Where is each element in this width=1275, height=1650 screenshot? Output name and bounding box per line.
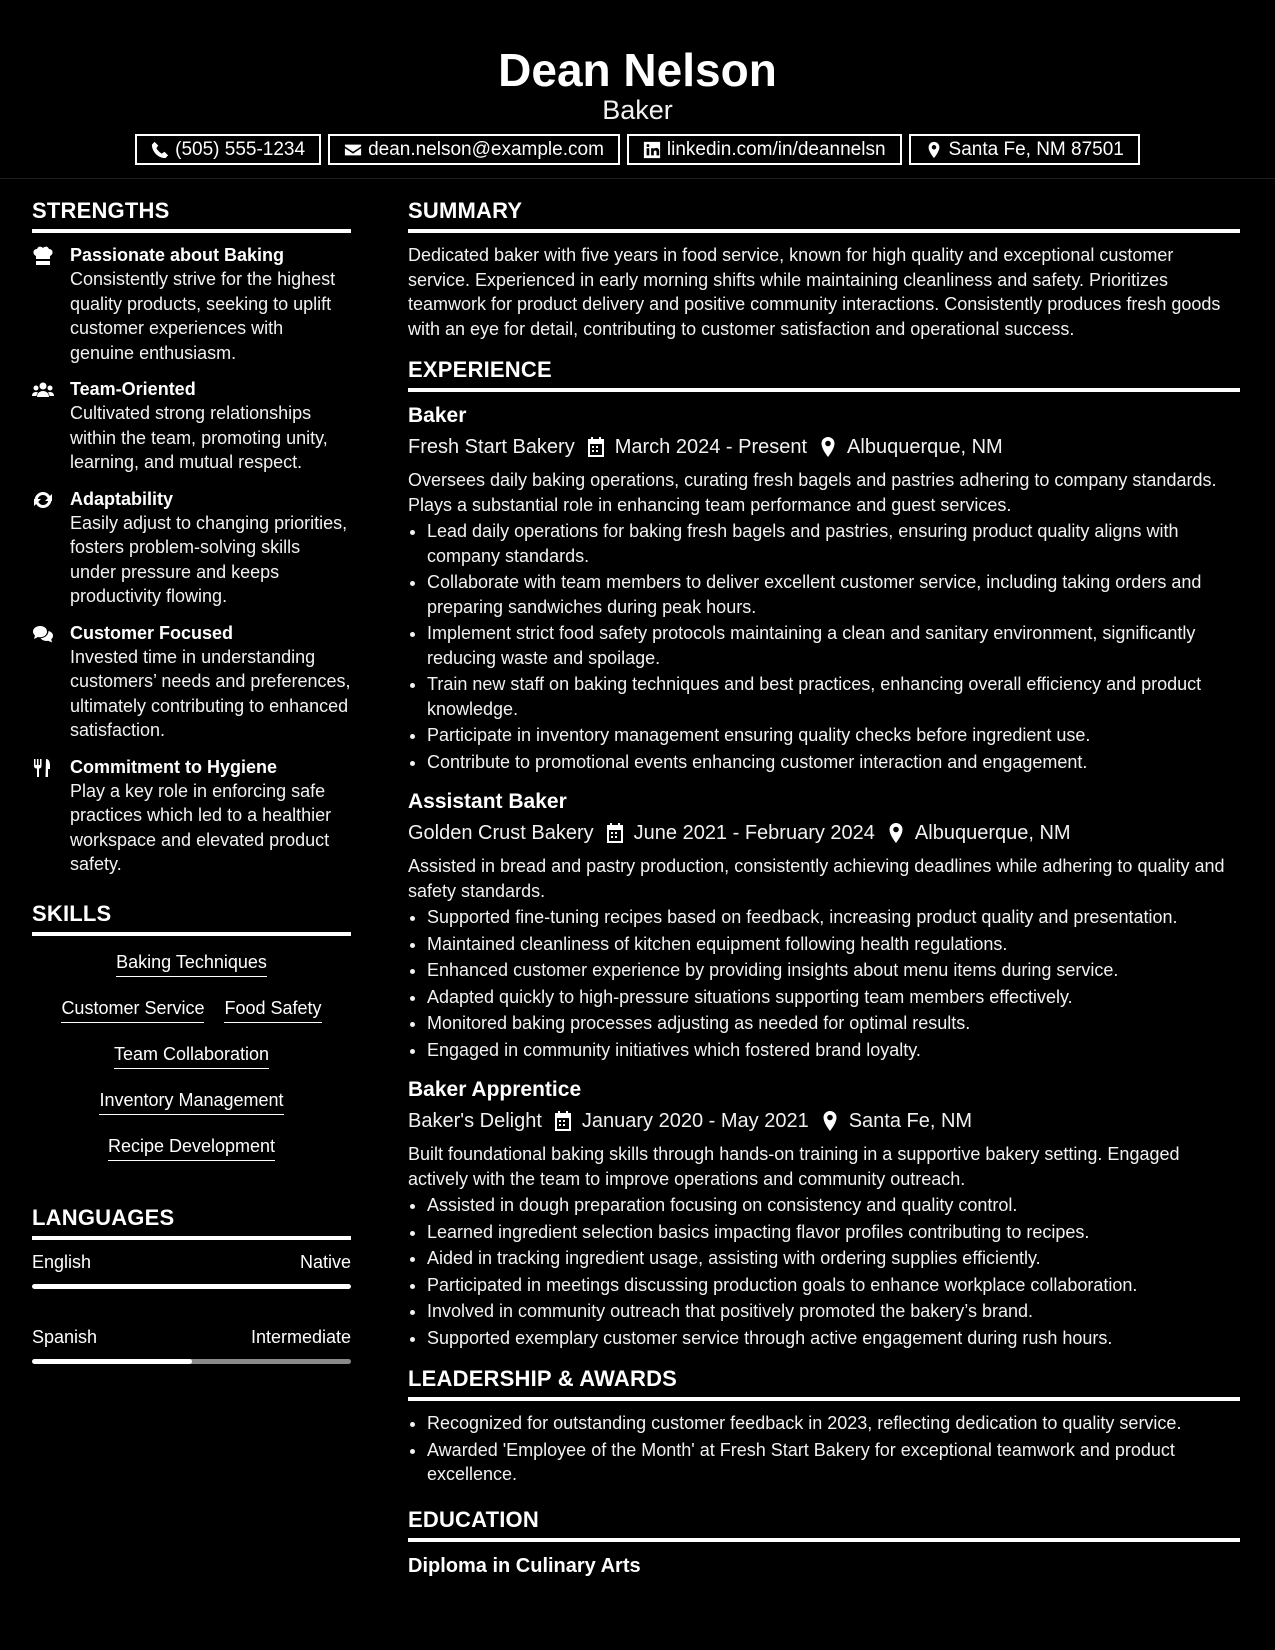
language-bar: [32, 1359, 351, 1364]
calendar-icon: [554, 1111, 572, 1131]
job-description: Oversees daily baking operations, curating fresh bagels and pastries adhering to company standards. Plays a substantial role in enhancing team performance and guest services.: [408, 470, 1217, 515]
job-meta: [408, 432, 1240, 462]
linkedin-icon: [643, 141, 661, 159]
language-bar: [32, 1284, 351, 1289]
contact-linkedin[interactable]: [627, 134, 902, 165]
skill-tag: Team Collaboration: [114, 1042, 269, 1069]
strength-item: [32, 487, 351, 609]
job-bullet: • Aided in tracking ingredient usage, assisting with ordering supplies efficiently.: [427, 1246, 1240, 1271]
job-bullets: [408, 905, 1240, 1062]
job-title: Baker Apprentice: [408, 1078, 582, 1101]
left-column: [32, 196, 351, 1400]
strength-desc: Consistently strive for the highest quality products, seeking to uplift customer experiences with genuine enthusiasm.: [70, 269, 336, 363]
skill-tag: Baking Techniques: [116, 950, 267, 977]
skill-tag: Customer Service: [61, 996, 204, 1023]
map-pin-icon: [925, 141, 943, 159]
calendar-icon: [587, 437, 605, 457]
strength-title: Adaptability: [70, 488, 174, 509]
job-bullet: • Lead daily operations for baking fresh bagels and pastries, ensuring product quality aligns with company standards.: [427, 519, 1240, 568]
job-bullet: • Enhanced customer experience by providing insights about menu items during service.: [427, 958, 1240, 983]
job-location: Santa Fe, NM: [848, 1110, 973, 1132]
job-meta: [408, 818, 1240, 848]
strength-item: [32, 755, 351, 877]
map-pin-icon: [819, 437, 837, 457]
job-description: Assisted in bread and pastry production, consistently achieving deadlines while adhering to quality and safety standards.: [408, 856, 1225, 901]
strength-item: [32, 377, 351, 475]
job-dates: March 2024 - Present: [614, 436, 808, 458]
strength-title: Customer Focused: [70, 622, 234, 643]
strength-item: [32, 243, 351, 365]
job-dates: June 2021 - February 2024: [633, 822, 875, 844]
contact-location[interactable]: [909, 134, 1140, 165]
strength-title: Team-Oriented: [70, 379, 196, 399]
language-name: Spanish: [32, 1326, 98, 1347]
summary-heading: SUMMARY: [408, 196, 1240, 233]
strength-title: Commitment to Hygiene: [70, 756, 278, 777]
strengths-heading: STRENGTHS: [32, 196, 351, 233]
job-bullet: • Supported fine-tuning recipes based on feedback, increasing product quality and presentation.: [427, 905, 1240, 930]
job-company: Golden Crust Bakery: [408, 822, 594, 844]
job-bullets: [408, 1193, 1240, 1350]
skill-tag: Inventory Management: [99, 1088, 283, 1115]
contact-location-text: Santa Fe, NM 87501: [948, 138, 1124, 160]
award-item: • Recognized for outstanding customer feedback in 2023, reflecting dedication to quality service.: [427, 1411, 1240, 1436]
job-bullet: • Participate in inventory management ensuring quality checks before ingredient use.: [427, 723, 1240, 748]
contact-linkedin-text: linkedin.com/in/deannelsn: [666, 138, 886, 160]
envelope-icon: [344, 141, 362, 159]
language-level: Intermediate: [250, 1326, 351, 1347]
calendar-icon: [606, 823, 624, 843]
users-icon: [32, 380, 54, 400]
job-bullet: • Maintained cleanliness of kitchen equipment following health regulations.: [427, 932, 1240, 957]
contact-email-text: dean.nelson@example.com: [368, 138, 604, 160]
job-bullet: • Implement strict food safety protocols maintaining a clean and sanitary environment, significantly reducing waste and spoilage.: [427, 621, 1240, 670]
strength-desc: Easily adjust to changing priorities, fosters problem-solving skills under pressure and keeps productivity flowing.: [70, 512, 348, 606]
strength-title: Passionate about Baking: [70, 245, 285, 265]
job-meta: [408, 1106, 1240, 1136]
job-bullet: • Train new staff on baking techniques and best practices, enhancing overall efficiency and product knowledge.: [427, 672, 1240, 721]
contact-bar: [0, 134, 1275, 165]
contact-email[interactable]: [328, 134, 620, 165]
language-item: [32, 1250, 351, 1289]
candidate-title: Baker: [602, 95, 673, 125]
job-entry: [408, 1076, 1240, 1350]
education-heading: EDUCATION: [408, 1505, 1240, 1542]
job-bullet: • Involved in community outreach that positively promoted the bakery’s brand.: [427, 1299, 1240, 1324]
job-bullets: [408, 519, 1240, 774]
job-entry: [408, 788, 1240, 1062]
language-name: English: [32, 1251, 92, 1272]
language-level: Native: [299, 1251, 351, 1272]
job-bullet: • Engaged in community initiatives which fostered brand loyalty.: [427, 1038, 1240, 1063]
skills-list: [32, 946, 351, 1161]
language-bar-fill: [32, 1284, 351, 1289]
strength-desc: Play a key role in enforcing safe practices which led to a healthier workspace and elevated product safety.: [70, 780, 332, 874]
candidate-name: Dean Nelson: [498, 44, 777, 96]
job-bullet: • Supported exemplary customer service through active engagement during rush hours.: [427, 1326, 1240, 1351]
education-degree: Diploma in Culinary Arts: [408, 1554, 641, 1577]
job-entry: [408, 402, 1240, 774]
map-pin-icon: [887, 823, 905, 843]
experience-list: [408, 402, 1240, 1350]
job-bullet: • Learned ingredient selection basics impacting flavor profiles contributing to recipes.: [427, 1220, 1240, 1245]
right-column: [408, 196, 1240, 1580]
job-company: Baker's Delight: [408, 1110, 542, 1132]
language-bar-fill: [32, 1359, 192, 1364]
job-bullet: • Assisted in dough preparation focusing on consistency and quality control.: [427, 1193, 1240, 1218]
job-title: Baker: [408, 404, 467, 427]
job-bullet: • Monitored baking processes adjusting as needed for optimal results.: [427, 1011, 1240, 1036]
strength-item: [32, 621, 351, 743]
resume-header: [0, 0, 1275, 179]
contact-phone-text: (505) 555-1234: [175, 138, 306, 160]
job-title: Assistant Baker: [408, 790, 567, 813]
job-bullet: • Adapted quickly to high-pressure situations supporting team members effectively.: [427, 985, 1240, 1010]
languages-list: [32, 1250, 351, 1364]
job-location: Albuquerque, NM: [914, 822, 1071, 844]
phone-icon: [151, 141, 169, 159]
chef-hat-icon: [32, 246, 54, 266]
skill-tag: Food Safety: [224, 996, 321, 1023]
skills-heading: SKILLS: [32, 899, 351, 936]
job-bullet: • Contribute to promotional events enhancing customer interaction and engagement.: [427, 750, 1240, 775]
utensils-icon: [32, 758, 54, 778]
job-company: Fresh Start Bakery: [408, 436, 575, 458]
map-pin-icon: [821, 1111, 839, 1131]
contact-phone[interactable]: [135, 134, 321, 165]
strength-desc: Cultivated strong relationships within the team, promoting unity, learning, and mutual respect.: [70, 403, 328, 472]
job-location: Albuquerque, NM: [847, 436, 1003, 458]
sync-icon: [32, 490, 54, 510]
job-bullet: • Participated in meetings discussing production goals to enhance workplace collaboration.: [427, 1273, 1240, 1298]
job-dates: January 2020 - May 2021: [581, 1110, 809, 1132]
summary-text: Dedicated baker with five years in food service, known for high quality and exceptional customer service. Experienced in early morning shifts while maintaining cleanliness and safety. Prioritizes teamwork for product delivery and positive community interactions. Consistently produces fresh goods with an eye for detail, contributing to customer satisfaction and operational success.: [408, 245, 1221, 339]
experience-heading: EXPERIENCE: [408, 355, 1240, 392]
job-description: Built foundational baking skills through hands-on training in a supportive bakery setting. Engaged actively with the team to improve operations and community outreach.: [408, 1144, 1180, 1189]
award-item: • Awarded 'Employee of the Month' at Fresh Start Bakery for exceptional teamwork and product excellence.: [427, 1438, 1240, 1487]
languages-heading: LANGUAGES: [32, 1203, 351, 1240]
language-item: [32, 1325, 351, 1364]
strength-desc: Invested time in understanding customers’ needs and preferences, ultimately contributing to enhanced satisfaction.: [70, 646, 351, 740]
skill-tag: Recipe Development: [108, 1134, 275, 1161]
comments-icon: [32, 624, 54, 644]
job-bullet: • Collaborate with team members to deliver excellent customer service, including taking orders and preparing sandwiches during peak hours.: [427, 570, 1240, 619]
awards-list: [408, 1411, 1240, 1487]
awards-heading: LEADERSHIP & AWARDS: [408, 1364, 1240, 1401]
